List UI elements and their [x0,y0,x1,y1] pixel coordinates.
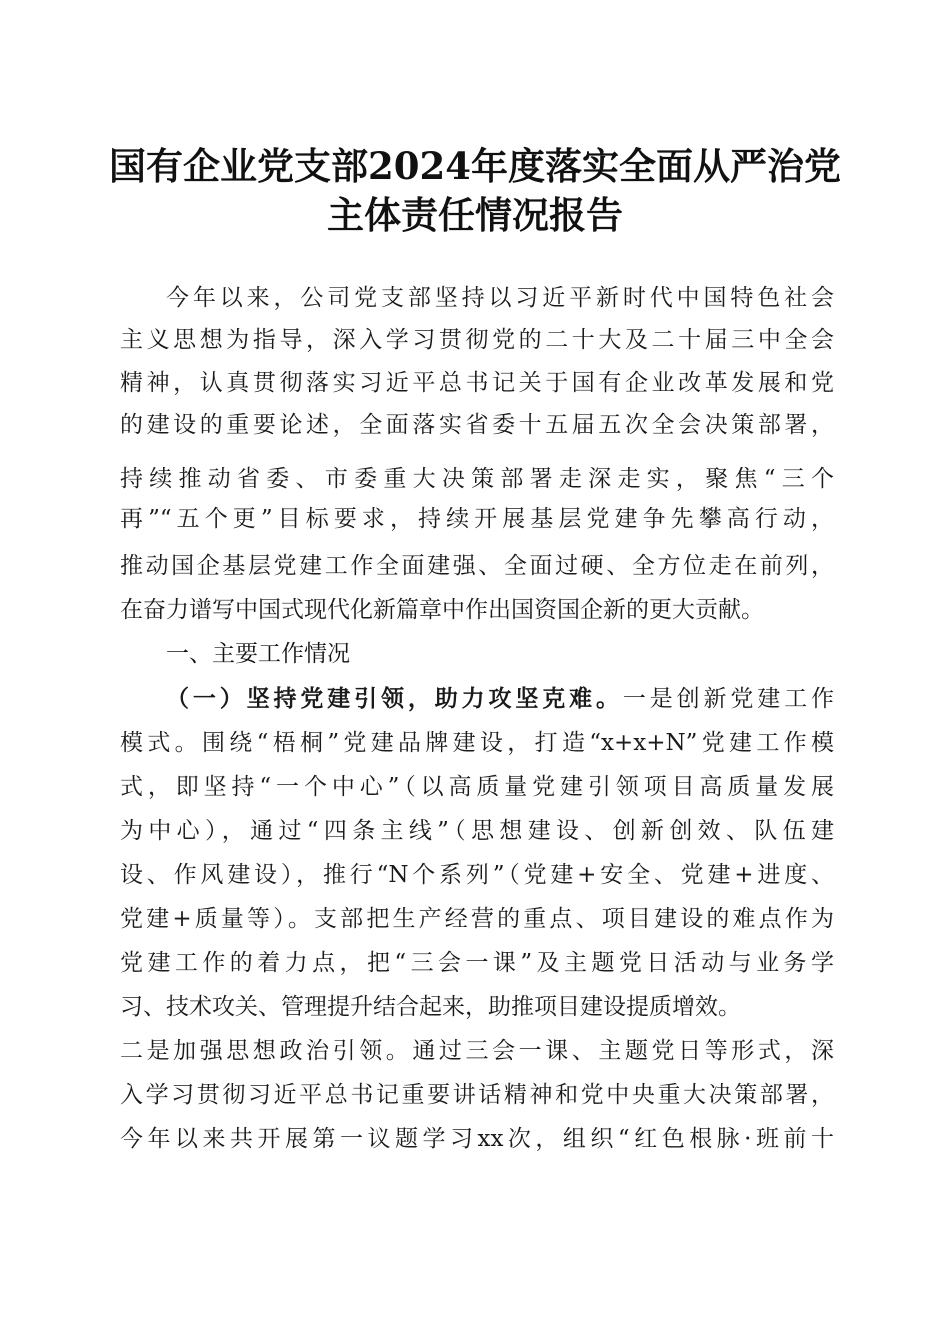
subsection-first-line [166,678,834,720]
intro-line: 精神，认真贯彻落实习近平总书记关于国有企业改革发展和党 [120,370,834,396]
body-line: 设、作风建设），推行“N个系列”（党建+安全、党建+进度、 [120,862,834,888]
intro-line: 持续推动省委、市委重大决策部署走深走实，聚焦“三个 [120,466,834,492]
body-line: 入学习贯彻习近平总书记重要讲话精神和党中央重大决策部署， [120,1082,834,1108]
subsection-title: （一）坚持党建引领，助力攻坚克难。 [166,686,623,712]
body-line: 今年以来共开展第一议题学习xx次，组织“红色根脉·班前十 [120,1126,834,1152]
document-title-line-1: 国有企业党支部2024年度落实全面从严治党 [109,144,841,188]
document-title-line-2: 主体责任情况报告 [327,193,623,237]
section-heading: 一、主要工作情况 [166,641,350,667]
intro-line: 在奋力谱写中国式现代化新篇章中作出国资国企新的更大贡献。 [120,597,764,623]
intro-line: 主义思想为指导，深入学习贯彻党的二十大及二十届三中全会 [120,327,834,353]
intro-line: 再”“五个更”目标要求，持续开展基层党建争先攀高行动， [120,506,834,532]
body-line: 党建+质量等）。支部把生产经营的重点、项目建设的难点作为 [120,906,834,932]
subsection-first-line-rest: 一是创新党建工作 [622,686,834,712]
body-line: 式，即坚持“一个中心”（以高质量党建引领项目高质量发展 [120,774,834,800]
body-line: 模式。围绕“梧桐”党建品牌建设，打造“x+x+N”党建工作模 [120,730,834,756]
intro-line: 今年以来，公司党支部坚持以习近平新时代中国特色社会 [166,285,834,311]
body-line: 党建工作的着力点，把“三会一课”及主题党日活动与业务学 [120,950,834,976]
body-line: 习、技术攻关、管理提升结合起来，助推项目建设提质增效。 [120,994,741,1020]
intro-line: 推动国企基层党建工作全面建强、全面过硬、全方位走在前列， [120,553,834,579]
body-line: 为中心），通过“四条主线”（思想建设、创新创效、队伍建 [120,818,834,844]
body-line: 二是加强思想政治引领。通过三会一课、主题党日等形式，深 [120,1038,834,1064]
intro-line: 的建设的重要论述，全面落实省委十五届五次全会决策部署， [120,412,834,438]
